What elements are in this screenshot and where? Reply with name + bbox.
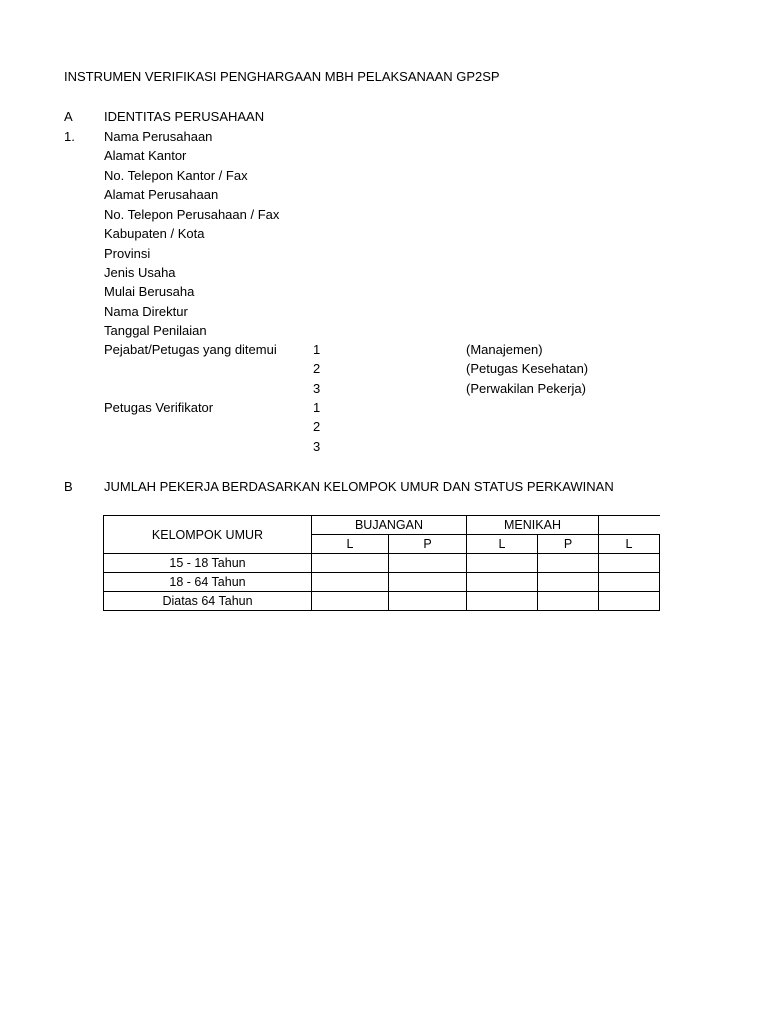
table-row	[104, 573, 660, 592]
sub-header-l: L	[312, 535, 389, 554]
table-cell	[599, 573, 660, 592]
sub-header-l: L	[467, 535, 538, 554]
table-cell	[389, 554, 467, 573]
field-label: Nama Direktur	[104, 304, 188, 319]
official-number: 2	[313, 361, 321, 376]
field-label: Provinsi	[104, 246, 151, 261]
field-label: Tanggal Penilaian	[104, 323, 207, 338]
age-group-cell: 15 - 18 Tahun	[104, 554, 312, 573]
page-title: INSTRUMEN VERIFIKASI PENGHARGAAN MBH PELAKSANAAN GP2SP	[64, 69, 500, 84]
bujangan-header: BUJANGAN	[312, 516, 467, 535]
table-cell	[538, 592, 599, 611]
age-group-cell: Diatas 64 Tahun	[104, 592, 312, 611]
field-label: Nama Perusahaan	[104, 129, 213, 144]
official-role: (Perwakilan Pekerja)	[466, 381, 586, 396]
field-label: Alamat Perusahaan	[104, 187, 219, 202]
verifier-number: 3	[313, 439, 321, 454]
item-number: 1.	[64, 129, 75, 144]
section-b-letter: B	[64, 479, 73, 494]
table-cell	[538, 554, 599, 573]
sub-header-l: L	[599, 535, 660, 554]
table-cell	[467, 554, 538, 573]
table-cell	[389, 573, 467, 592]
section-a-heading: IDENTITAS PERUSAHAAN	[104, 109, 265, 124]
field-label: No. Telepon Kantor / Fax	[104, 168, 248, 183]
section-a-letter: A	[64, 109, 73, 124]
age-group-header: KELOMPOK UMUR	[104, 516, 312, 554]
table-row	[104, 592, 660, 611]
table-cell	[312, 592, 389, 611]
table-cell	[599, 592, 660, 611]
official-role: (Manajemen)	[466, 342, 543, 357]
sub-header-p: P	[389, 535, 467, 554]
table-cell	[467, 592, 538, 611]
field-label: No. Telepon Perusahaan / Fax	[104, 207, 280, 222]
field-label: Jenis Usaha	[104, 265, 176, 280]
table-row	[104, 554, 660, 573]
table-cell	[389, 592, 467, 611]
age-group-cell: 18 - 64 Tahun	[104, 573, 312, 592]
sub-header-p: P	[538, 535, 599, 554]
field-label: Alamat Kantor	[104, 148, 187, 163]
verifier-label: Petugas Verifikator	[104, 400, 214, 415]
table-cell	[599, 554, 660, 573]
officials-label: Pejabat/Petugas yang ditemui	[104, 342, 277, 357]
official-number: 3	[313, 381, 321, 396]
field-label: Kabupaten / Kota	[104, 226, 205, 241]
field-label: Mulai Berusaha	[104, 284, 195, 299]
table-cell	[312, 554, 389, 573]
verifier-number: 1	[313, 400, 321, 415]
verifier-number: 2	[313, 419, 321, 434]
table-cell	[538, 573, 599, 592]
worker-count-table	[103, 515, 660, 611]
official-number: 1	[313, 342, 321, 357]
menikah-header: MENIKAH	[467, 516, 599, 535]
official-role: (Petugas Kesehatan)	[466, 361, 589, 376]
third-group-header	[599, 516, 660, 535]
section-b-heading: JUMLAH PEKERJA BERDASARKAN KELOMPOK UMUR DAN STATUS PERKAWINAN	[104, 479, 614, 494]
table-cell	[467, 573, 538, 592]
table-cell	[312, 573, 389, 592]
